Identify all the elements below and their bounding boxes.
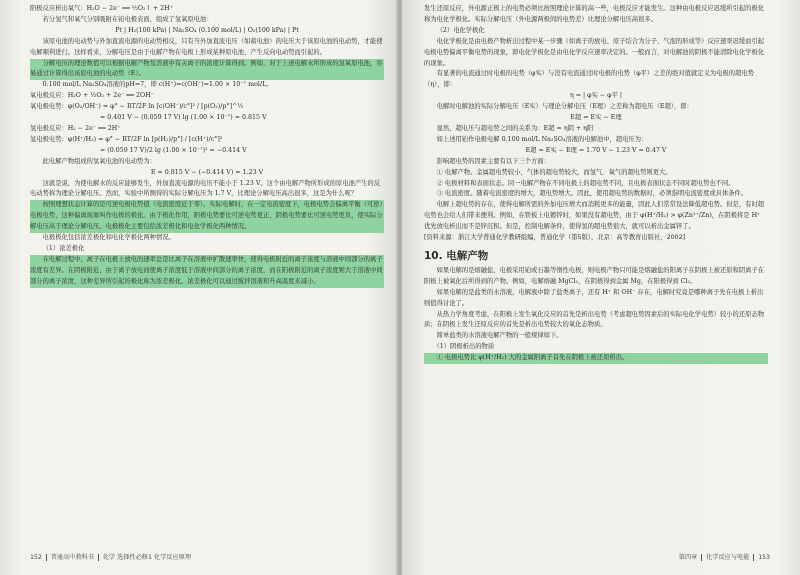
text-line: 简单盐类的水溶液电解产物的一般规律如下。 — [436, 332, 563, 340]
list-item: ③ 电流密度。随着电流密度的增大，超电势增大。因此，使用超电势的数据时，必须指明电流密度或具体条件。 — [436, 190, 748, 198]
text-line: 此电解产物组成的氢氧电池的电动势为： — [42, 157, 156, 165]
equation: E超 = E实 − E理 — [570, 114, 622, 122]
text-line: 显然，超电压与超电势之间的关系为：E超 = η阴 + η阳 — [436, 124, 594, 132]
paragraph: 发生还原反应，外电源正极上的电势必须比按照理论计算的高一些，电极反应才能发生。这种由电极反应迟缓所引起的极化称为电化学极化。实际分解电压（外电源两极间的电势差）比理论分解电压高很多。 — [424, 5, 765, 23]
highlighted-paragraph: 分解电压的理论数值可以根据电解产物及溶液中有关离子的浓度计算得到。例如，对于上述电解水所形成的氢氧原电池，容易通过计算得出该原电池的电动势（E）。 — [30, 59, 384, 81]
reference: [资料来源：浙江大学普通化学教研组编，普通化学（第5版），北京：高等教育出版社，2002] — [424, 234, 686, 242]
list-item: ① 电解产物。金属超电势较小，气体的超电势较大，而氢气、氧气的超电势则更大。 — [436, 168, 672, 176]
text-line: 影响超电势的因素主要有以下三个方面： — [436, 157, 550, 165]
paragraph: 从热力学角度考虑，在阳极上发生氧化反应的首先是析出电势（考虑超电势因素后的实际电化学电势）较小的还原态物质；在阴极上发生还原反应的首先是析出电势较大的氧化态物质。 — [424, 310, 765, 329]
text-line: 0.100 mol/L Na₂SO₄溶液的pH=7，即 c(H⁺)=c(OH⁻)=1.00 × 10⁻⁷ mol/L。 — [42, 81, 273, 89]
highlighted-paragraph: 按照理想状态计算的是可逆电极电势值（电流密度近于零）。实际电解时，在一定电流密度下，电极电势会偏离平衡（可逆）电极电势，这种偏离现象叫作电极的极化。由于极化作用，阳极电势要比可逆电势更正，阴极电势要比可逆电势更负，使实际分解电压高于理论分解电压。电极极化主要包括浓差极化和电化学极化两种情况。 — [30, 200, 384, 233]
paragraph: 如果电解的是盐类的水溶液，电解液中除了盐类离子，还有 H⁺ 和 OH⁻ 存在，电解时究竟是哪种离子先在电极上析出则值得讨论了。 — [424, 288, 764, 307]
list-item: ② 电极材料和表面状态。同一电解产物在不同电极上的超电势不同，且电极表面状态不同时超电势也不同。 — [436, 179, 735, 187]
left-page-content — [30, 4, 384, 539]
text-line: 如上述用铂作电极电解 0.100 mol/L Na₂SO₄溶液的电解池中，超电压为： — [436, 135, 648, 143]
section-number: 10. — [424, 249, 443, 262]
paragraph: 该原电池的电动势与外加直流电源的电动势相反，只有当外加直流电压（如蓄电池）的电压大于该原电池的电动势，才能使电解顺利进行。这样看来，分解电压是由于电解产物在电极上形成某种原电池，产生反向电动势而引起的。 — [30, 37, 383, 56]
left-footer — [30, 552, 191, 561]
paragraph: 有显著的电流通过时电极的电势（φ实）与没有电流通过时电极的电势（φ平）之差的绝对值就定义为电极的超电势（η），即： — [424, 70, 754, 89]
highlighted-paragraph: 在电解过程中，离子在电极上放电的速率总是比离子在溶液中扩散速率快，使得电极附近的离子浓度与溶液中间部分的离子浓度有差异。在阴极附近，由于离子放电而使离子浓度低于溶液中间部分的离子浓度，而在阳极附近的离子浓度则大于溶液中间部分的离子浓度，这种差异所引起的极化称为浓差极化。浓差极化可以通过搅拌溶液和升高温度来减小。 — [30, 255, 384, 288]
subheading: （1）浓差极化 — [42, 244, 85, 252]
highlighted-list-item: ① 电极电势比 φ(H⁺/H₂) 大的金属阳离子首先在阴极上被还原析出。 — [424, 353, 768, 364]
page-number: 152 — [30, 554, 42, 561]
chapter-title: 化学反应与电能 — [706, 554, 750, 561]
equation: 氧电极反应：H₂O + ½O₂ + 2e⁻ ══ 2OH⁻ — [30, 92, 154, 100]
page-number: 153 — [758, 554, 770, 561]
right-page-content — [424, 4, 768, 539]
chapter-label: 第四章 — [678, 554, 698, 561]
paragraph: 这就是说，为使电解水的反应能够发生，外加直流电源的电压不能小于 1.23 V。这个由电解产物所形成的原电池产生的反电动势称为理论分解电压。然而，实验中所测得的实际分解电压为 1.7 V，比理论分解电压高出很多，这是为什么呢？ — [30, 179, 381, 198]
left-page — [0, 0, 398, 575]
equation: = 0.401 V − (0.059 17 V) lg (1.00 × 10⁻⁷) = 0.815 V — [100, 114, 267, 122]
text-line: 阳极反应析出氧气：H₂O − 2e⁻ ══ ½O₂↑ + 2H⁺ — [30, 5, 173, 12]
equation: η = | φ实 − φ平 | — [570, 92, 622, 100]
paragraph: 电解时电解池的实际分解电压（E实）与理论分解电压（E理）之差称为超电压（E超），即： — [436, 103, 693, 111]
equation: E超 = E实 − E理 = 1.70 V − 1.23 V = 0.47 V — [525, 146, 667, 154]
book-title: 普通高中教科书 — [50, 554, 94, 561]
subheading: （2）电化学极化 — [436, 26, 485, 34]
equation: 氢电极反应：H₂ − 2e⁻ ══ 2H⁺ — [30, 124, 121, 132]
section-heading — [424, 249, 768, 263]
text-line: 若分氢气和氧气分别吸附在铂电极表面，组成了氢氧原电池： — [42, 15, 213, 23]
paragraph: 电解上超电势的存在，使得电解所需的外加电压增大而消耗更多的能量，因此人们常常设法降低超电势。但是，有时超电势也会给人们带来便利。例如，在铁板上电镀锌时，如果没有超电势，由于 φ(H⁺/H₂) > φ(Zn²⁺/Zn)，在阴极将是 H⁺ 优先放电析出而不是锌沉积。但是，控制电解条件，使得氢的超电势很大，就可以析出金属锌了。 — [424, 201, 765, 231]
equation: E = 0.815 V − (−0.414 V) = 1.23 V — [150, 168, 264, 176]
paragraph: 如果电解的是熔融盐，电极采用铂或石墨等惰性电极，则电极产物只可能是熔融盐的阳离子在阴极上被还原和阴离子在阳极上被氧化后所得到的产物。例如，电解熔融 MgCl₂，在阴极得到金属 Mg，在阳极得到 Cl₂。 — [424, 266, 765, 285]
text-line: 电极极化包括浓差极化和电化学极化两种情况。 — [42, 234, 175, 242]
section-title: 电解产物 — [446, 249, 489, 262]
equation: 氧电极电势：φ(O₂/OH⁻) = φ° − RT/2F ln [c(OH⁻)/c°]² / [p(O₂)/p°]^½ — [30, 103, 244, 111]
paragraph: 电化学极化是由电极产物析出过程中某一步骤（如离子的放电、原子结合为分子、气泡的形成等）反应速率迟缓而引起电极电势偏离平衡电势的现象，即电化学极化是由电化学反应速率决定的。一般而言，对电解池的阴极不能清除电化学极化的现象。 — [424, 37, 765, 67]
right-footer — [679, 552, 770, 561]
subheading: （1）阴极析出的物质 — [433, 343, 495, 351]
book-subtitle: 化学 选择性必修1 化学反应原理 — [102, 554, 192, 561]
cell-notation: Pt | H₂(100 kPa) | Na₂SO₄ (0.100 mol/L) | O₂(100 kPa) | Pt — [115, 26, 299, 34]
right-page — [402, 0, 800, 575]
equation: 氢电极电势：φ(H⁺/H₂) = φ° − RT/2F ln [p(H₂)/p°] / [c(H⁺)/c°]² — [30, 135, 223, 143]
equation: = (0.059 17 V)/2 lg (1.00 × 10⁻⁷)² = −0.414 V — [100, 146, 247, 154]
